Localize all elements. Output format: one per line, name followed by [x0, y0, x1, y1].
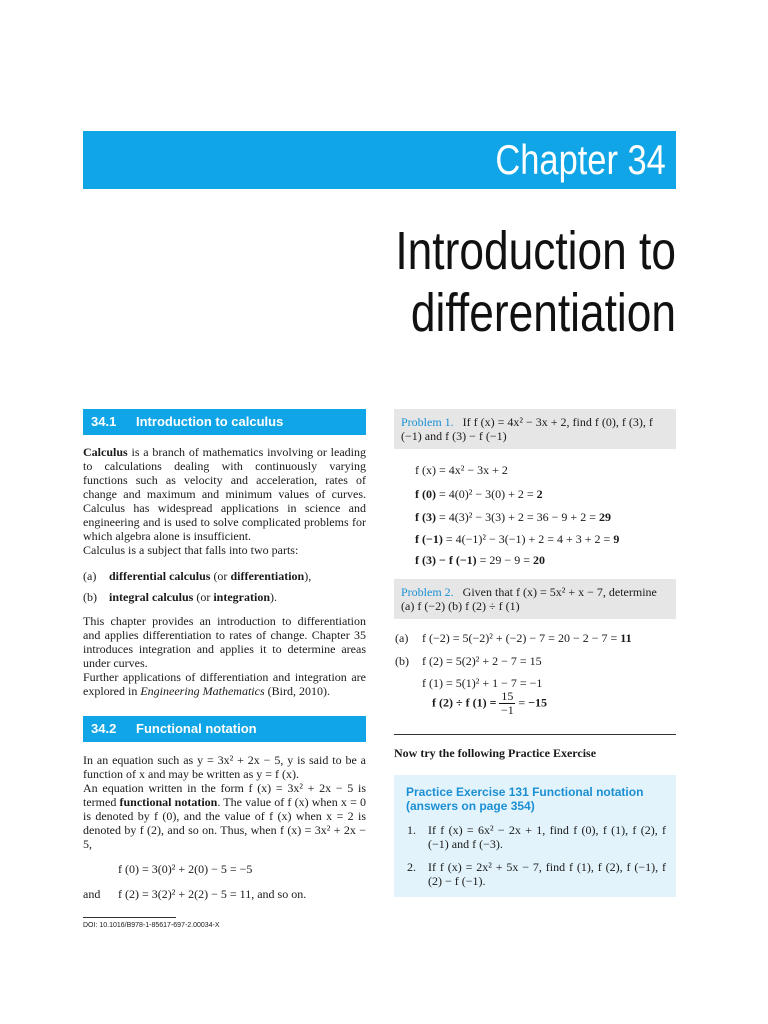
- chapter-title-line1: Introduction to: [395, 221, 676, 281]
- term: integral calculus: [109, 590, 194, 604]
- text: (or: [193, 590, 214, 604]
- practice-intro: Now try the following Practice Exercise: [394, 746, 597, 760]
- list-label: (b): [83, 590, 97, 604]
- notation-text: An equation written in the form f (x) = 3x² + 2x − 5 is termed: [83, 781, 366, 809]
- p1-line2: [415, 487, 543, 501]
- p1-line3: [415, 510, 611, 524]
- text: ).: [270, 590, 277, 604]
- fraction: [499, 690, 515, 717]
- numerator: 15: [501, 689, 514, 703]
- result: −15: [528, 695, 548, 710]
- function-intro: In an equation such as y = 3x² + 2x − 5, y is said to be a function of x and may be written as y = f (x).: [83, 753, 366, 781]
- term: differential calculus: [109, 569, 211, 583]
- overview-text: This chapter provides an introduction to differentiation and applies differentiation to rates of change. Chapter 35 introduces integration and applies it to determine areas under curves.: [83, 614, 366, 670]
- and-label: and: [83, 887, 101, 901]
- work: = 4(0)² − 3(0) + 2 =: [436, 487, 537, 501]
- result: 2: [536, 487, 543, 501]
- functional-notation-paragraph: [83, 753, 366, 851]
- equation-f0: f (0) = 3(0)² + 2(0) − 5 = −5: [118, 862, 253, 876]
- work: = 4(3)² − 3(3) + 2 = 36 − 9 + 2 =: [436, 510, 599, 524]
- list-item-b: [83, 590, 366, 604]
- section-number: 34.1: [91, 414, 117, 429]
- section-heading-34-2: [83, 716, 366, 742]
- term: differentiation: [230, 569, 305, 583]
- chapter-title-line2: differentiation: [410, 283, 676, 343]
- further-text: Further applications of differentiation and integration are explored in: [83, 670, 366, 698]
- work: f (−2) = 5(−2)² + (−2) − 7 = 20 − 2 − 7 =: [422, 631, 621, 645]
- problem-1-statement: [401, 415, 669, 443]
- p1-line5: [415, 553, 545, 567]
- calculus-term: Calculus: [83, 445, 128, 459]
- footnote-rule: [83, 917, 176, 918]
- problem-text: Given that f (x) = 5x² + x − 7, determine (a) f (−2) (b) f (2) ÷ f (1): [401, 585, 657, 613]
- section-title: Functional notation: [136, 721, 257, 736]
- lhs: f (2) ÷ f (1) =: [432, 695, 497, 710]
- list-item-a: [83, 569, 366, 583]
- section-heading-34-1: [83, 409, 366, 435]
- p1-line4: [415, 532, 619, 546]
- term: functional notation: [119, 795, 218, 809]
- doi: DOI: 10.1016/B978-1-85617-697-2.00034-X: [83, 922, 220, 929]
- problem-2-statement: [401, 585, 669, 613]
- p2-a-label: (a): [395, 631, 409, 645]
- section-number: 34.2: [91, 721, 117, 736]
- p2-a-line: [422, 631, 632, 645]
- p2-b-line2: f (1) = 5(1)² + 1 − 7 = −1: [422, 676, 543, 690]
- separator-rule: [394, 734, 676, 735]
- q1-number: 1.: [407, 823, 416, 837]
- term: integration: [213, 590, 270, 604]
- p2-b-line1: f (2) = 5(2)² + 2 − 7 = 15: [422, 654, 542, 668]
- q1-text: If f (x) = 6x² − 2x + 1, find f (0), f (1), f (2), f (−1) and f (−3).: [428, 823, 666, 851]
- problem-label: Problem 1.: [401, 415, 454, 429]
- lhs: f (0): [415, 487, 436, 501]
- calculus-parts-intro: Calculus is a subject that falls into two parts:: [83, 543, 299, 557]
- book-title: Engineering Mathematics: [140, 684, 265, 698]
- result: 20: [532, 553, 545, 567]
- lhs: f (−1): [415, 532, 443, 546]
- chapter-number: Chapter 34: [495, 136, 666, 183]
- chapter-overview-paragraph: [83, 614, 366, 698]
- text: (or: [210, 569, 231, 583]
- p1-line1: f (x) = 4x² − 3x + 2: [415, 463, 508, 477]
- q2-number: 2.: [407, 860, 416, 874]
- text: ),: [304, 569, 312, 583]
- problem-label: Problem 2.: [401, 585, 454, 599]
- lhs: f (3): [415, 510, 436, 524]
- p2-b-line3: [432, 690, 547, 717]
- work: = 29 − 9 =: [476, 553, 533, 567]
- denominator: −1: [501, 703, 514, 717]
- equals: =: [515, 695, 529, 710]
- chapter-banner: [83, 131, 676, 189]
- calculus-paragraph: [83, 445, 366, 557]
- list-label: (a): [83, 569, 97, 583]
- result: 11: [620, 631, 632, 645]
- calculus-definition: is a branch of mathematics involving or leading to calculations dealing with continuously varying functions such as velocity and acceleration, rates of change and maximum and minimum values of curves. Calculus has widespread applications in science and engineering and is used to solve complicated problems for which algebra alone is insufficient.: [83, 445, 366, 543]
- equation-f2: f (2) = 3(2)² + 2(2) − 5 = 11, and so on.: [118, 887, 307, 901]
- problem-2-box: [394, 579, 676, 619]
- practice-exercise-box: [394, 775, 676, 897]
- citation: (Bird, 2010).: [264, 684, 330, 698]
- result: 9: [613, 532, 620, 546]
- chapter-title: [276, 220, 676, 344]
- lhs: f (3) − f (−1): [415, 553, 477, 567]
- problem-text: If f (x) = 4x² − 3x + 2, find f (0), f (3), f (−1) and f (3) − f (−1): [401, 415, 653, 443]
- work: = 4(−1)² − 3(−1) + 2 = 4 + 3 + 2 =: [442, 532, 614, 546]
- p2-b-label: (b): [395, 654, 409, 668]
- q2-text: If f (x) = 2x² + 5x − 7, find f (1), f (2), f (−1), f (2) − f (−1).: [428, 860, 666, 888]
- notation-text: . The value of f (x) when x = 0 is denoted by f (0), and the value of f (x) when x = 2 is denoted by f (2), and so on. Thus, when f (x) = 3x² + 2x − 5,: [83, 795, 366, 851]
- problem-1-box: [394, 409, 676, 449]
- result: 29: [598, 510, 611, 524]
- practice-heading: Practice Exercise 131 Functional notation (answers on page 354): [406, 785, 644, 813]
- section-title: Introduction to calculus: [136, 414, 284, 429]
